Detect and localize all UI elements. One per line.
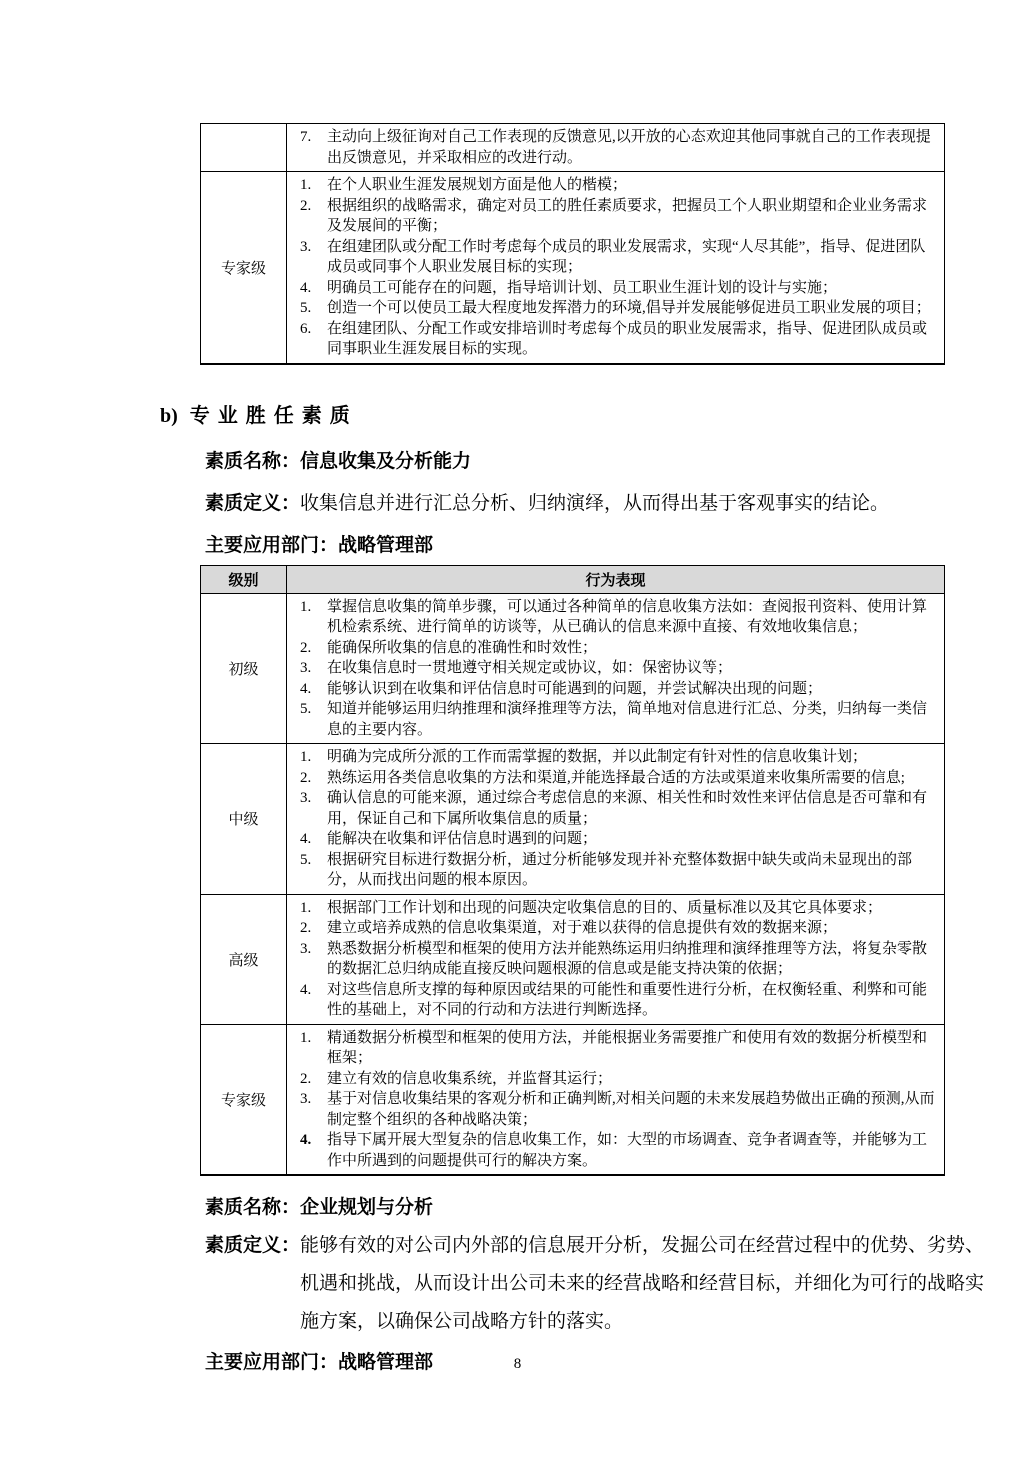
item-text: 在组建团队或分配工作时考虑每个成员的职业发展需求，实现“人尽其能”，指导、促进团队成员或同事个人职业发展目标的实现； [327, 238, 926, 275]
item-number: 1. [300, 749, 312, 765]
section-heading-prefix: b) [160, 404, 178, 427]
item-text: 能解决在收集和评估信息时遇到的问题； [327, 831, 598, 847]
section-heading-title: 专业胜任素质 [189, 404, 358, 427]
behavior-item [287, 679, 938, 700]
level-cell: 专家级 [201, 172, 287, 364]
table-row [201, 124, 945, 172]
behavior-item [287, 638, 938, 659]
level-cell: 初级 [201, 593, 287, 744]
table-row-senior [201, 894, 945, 1024]
item-text: 熟练运用各类信息收集的方法和渠道,并能选择最合适的方法或渠道来收集所需要的信息; [327, 769, 905, 786]
behavior-item [287, 196, 938, 237]
level-cell [201, 124, 287, 172]
item-text: 能确保所收集的信息的准确性和时效性； [327, 639, 598, 656]
competency-department-value: 战略管理部 [338, 534, 434, 556]
behavior-item [287, 747, 938, 768]
competency-definition-value: 能够有效的对公司内外部的信息展开分析，发掘公司在经营过程中的优势、劣势、机遇和挑战，从而设计出公司未来的经营战略和经营目标，并细化为可行的战略实施方案，以确保公司战略方针的落实。 [300, 1235, 985, 1332]
level-cell: 中级 [201, 744, 287, 895]
competency-department-value: 战略管理部 [338, 1352, 434, 1373]
item-number: 4. [300, 680, 312, 697]
item-text: 建立或培养成熟的信息收集渠道，对于难以获得的信息提供有效的数据来源； [327, 920, 838, 936]
competency-name-label: 素质名称： [205, 1197, 301, 1218]
behavior-item [287, 699, 938, 740]
item-text: 在个人职业生涯发展规划方面是他人的楷模； [327, 177, 628, 193]
item-number: 2. [300, 197, 312, 214]
behavior-item [287, 1028, 938, 1069]
behaviors-cell [287, 593, 945, 744]
competency-department-label: 主要应用部门： [205, 1352, 339, 1373]
behavior-item [287, 939, 938, 980]
behavior-item [287, 980, 938, 1021]
item-number: 6. [300, 320, 312, 337]
item-number: 1. [300, 899, 312, 916]
table-row [201, 172, 945, 364]
table-row-junior [201, 593, 945, 744]
behavior-item [287, 1069, 938, 1090]
item-number: 2. [300, 1070, 312, 1087]
behaviors-cell [287, 894, 945, 1024]
competency-name-line [205, 446, 1035, 473]
item-text: 根据组织的战略需求，确定对员工的胜任素质要求，把握员工个人职业期望和企业业务需求及发展间的平衡； [327, 197, 928, 234]
item-text: 明确为完成所分派的工作而需掌握的数据，并以此制定有针对性的信息收集计划； [327, 749, 868, 765]
item-text: 创造一个可以使员工最大程度地发挥潜力的环境,倡导并发展能够促进员工职业发展的项目； [327, 300, 931, 316]
competency-name-label: 素质名称： [205, 450, 301, 472]
item-text: 对这些信息所支撑的每种原因或结果的可能性和重要性进行分析，在权衡轻重、利弊和可能性的基础上，对不同的行动和方法进行判断选择。 [327, 981, 928, 1018]
item-text: 指导下属开展大型复杂的信息收集工作，如：大型的市场调查、竞争者调查等，并能够为工作中所遇到的问题提供可行的解决方案。 [327, 1132, 928, 1169]
behavior-item [287, 658, 938, 679]
item-text: 熟悉数据分析模型和框架的使用方法并能熟练运用归纳推理和演绎推理等方法，将复杂零散的数据汇总归纳成能直接反映问题根源的信息或是能支持决策的依据； [327, 940, 928, 977]
behavior-item [287, 768, 938, 789]
item-number: 3. [300, 660, 312, 676]
header-level: 级别 [201, 565, 287, 593]
behavior-item [287, 1130, 938, 1171]
header-behavior: 行为表现 [287, 565, 945, 593]
item-text: 确认信息的可能来源，通过综合考虑信息的来源、相关性和时效性来评估信息是否可靠和有用，保证自己和下属所收集信息的质量； [327, 790, 928, 827]
behavior-item [287, 175, 938, 196]
competency-name-value: 企业规划与分析 [300, 1197, 434, 1218]
table-row-intermediate [201, 744, 945, 895]
behavior-item [287, 788, 938, 829]
competency-name-value: 信息收集及分析能力 [300, 450, 472, 472]
level-cell: 高级 [201, 894, 287, 1024]
carryover-competency-table [200, 123, 945, 365]
competency-level-table [200, 565, 945, 1177]
behavior-item [287, 237, 938, 278]
behavior-item [287, 278, 938, 299]
table-row-expert [201, 1024, 945, 1175]
competency-definition-label: 素质定义： [205, 492, 301, 514]
behaviors-cell [287, 124, 945, 172]
item-text: 基于对信息收集结果的客观分析和正确判断,对相关问题的未来发展趋势做出正确的预测,从而制定整个组织的各种战略决策； [327, 1091, 935, 1128]
item-number: 2. [300, 639, 312, 656]
item-number: 4. [300, 981, 312, 998]
competency-name-line [205, 1192, 1035, 1219]
behavior-item [287, 918, 938, 939]
item-number: 4. [300, 831, 312, 847]
item-number: 3. [300, 790, 312, 806]
item-text: 在收集信息时一贯地遵守相关规定或协议，如：保密协议等； [327, 660, 733, 676]
competency-department-label: 主要应用部门： [205, 534, 339, 556]
item-number: 3. [300, 940, 312, 957]
behavior-item [287, 597, 938, 638]
item-number: 4. [300, 279, 312, 296]
item-number: 4. [300, 1132, 312, 1148]
behavior-item [287, 1089, 938, 1130]
behavior-item [287, 829, 938, 850]
item-number: 1. [300, 598, 312, 615]
item-text: 在组建团队、分配工作或安排培训时考虑每个成员的职业发展需求，指导、促进团队成员或同事职业生涯发展目标的实现。 [327, 320, 928, 357]
item-text: 能够认识到在收集和评估信息时可能遇到的问题，并尝试解决出现的问题； [327, 680, 823, 697]
competency-definition-line [205, 488, 1035, 515]
item-number: 5. [300, 851, 312, 868]
behaviors-cell [287, 172, 945, 364]
level-cell: 专家级 [201, 1024, 287, 1175]
table-header-row [201, 565, 945, 593]
behavior-item [287, 319, 938, 360]
item-number: 2. [300, 769, 312, 786]
item-number: 7. [300, 129, 312, 145]
item-number: 5. [300, 701, 312, 717]
competency-definition-line [205, 1227, 985, 1341]
item-number: 3. [300, 238, 312, 255]
item-text: 建立有效的信息收集系统，并监督其运行； [327, 1070, 613, 1087]
behavior-item [287, 898, 938, 919]
item-number: 1. [300, 1029, 312, 1046]
behavior-item [287, 298, 938, 319]
item-text: 根据研究目标进行数据分析，通过分析能够发现并补充整体数据中缺失或尚未显现出的部分，从而找出问题的根本原因。 [327, 851, 913, 888]
behaviors-cell [287, 744, 945, 895]
item-text: 掌握信息收集的简单步骤，可以通过各种简单的信息收集方法如：查阅报刊资料、使用计算机检索系统、进行简单的访谈等，从已确认的信息来源中直接、有效地收集信息； [327, 598, 928, 635]
behavior-item [287, 127, 938, 168]
behavior-item [287, 850, 938, 891]
competency-definition-label: 素质定义： [205, 1235, 301, 1256]
item-text: 主动向上级征询对自己工作表现的反馈意见,以开放的心态欢迎其他同事就自己的工作表现提出反馈意见，并采取相应的改进行动。 [327, 129, 931, 166]
item-number: 3. [300, 1091, 312, 1107]
competency-definition-value: 收集信息并进行汇总分析、归纳演绎，从而得出基于客观事实的结论。 [300, 492, 890, 514]
item-number: 2. [300, 920, 312, 936]
item-number: 5. [300, 300, 312, 316]
item-text: 知道并能够运用归纳推理和演绎推理等方法，简单地对信息进行汇总、分类，归纳每一类信息的主要内容。 [327, 701, 928, 738]
behaviors-cell [287, 1024, 945, 1175]
item-text: 根据部门工作计划和出现的问题决定收集信息的目的、质量标准以及其它具体要求； [327, 899, 883, 916]
competency-department-line [205, 530, 1035, 557]
page-number: 8 [513, 1356, 522, 1372]
item-number: 1. [300, 177, 312, 193]
item-text: 精通数据分析模型和框架的使用方法，并能根据业务需要推广和使用有效的数据分析模型和框架； [327, 1029, 928, 1066]
item-text: 明确员工可能存在的问题，指导培训计划、员工职业生涯计划的设计与实施； [327, 279, 838, 296]
section-heading [160, 399, 1035, 428]
